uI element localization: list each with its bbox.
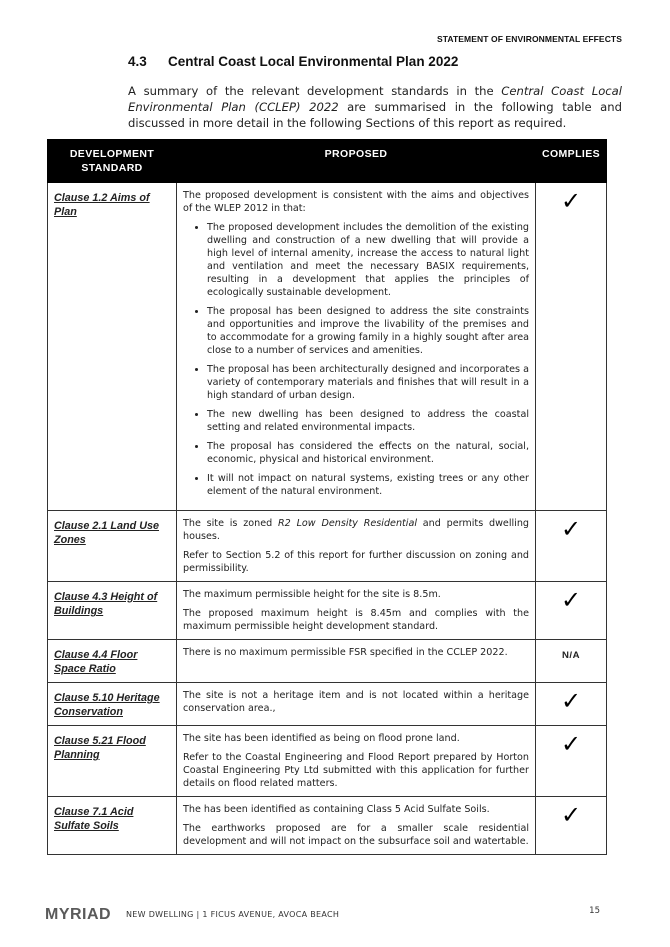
checkmark-icon: ✓ bbox=[560, 801, 582, 829]
list-item: • The proposal has been designed to address the site constraints and opportunities and improve the livability of the premises and to accommodate for a growing family in a highly sought after area close to a number of services and amenities. bbox=[207, 305, 529, 357]
proposed-text-start: The site is zoned bbox=[183, 518, 279, 529]
intro-text-start: A summary of the relevant development standards in the bbox=[128, 84, 502, 98]
proposed-cell bbox=[177, 640, 536, 683]
proposed-text: The site has been identified as being on flood prone land. bbox=[183, 733, 460, 744]
proposed-text: The site is not a heritage item and is not located within a heritage conservation area., bbox=[183, 690, 529, 714]
proposed-cell bbox=[177, 582, 536, 640]
table-row bbox=[48, 683, 607, 726]
section-heading bbox=[128, 54, 458, 69]
intro-text-plan-name: Central Coast Local Environmental Plan (CCLEP) 2022 bbox=[128, 84, 622, 114]
zone-name: R2 Low Density Residential bbox=[278, 518, 417, 529]
complies-cell bbox=[536, 797, 607, 855]
list-item: • The proposal has considered the effects on the natural, social, economic, physical and historical environment. bbox=[207, 440, 529, 466]
complies-cell bbox=[536, 183, 607, 511]
table-row bbox=[48, 582, 607, 640]
proposed-cell bbox=[177, 726, 536, 797]
standard-cell: Clause 5.10 Heritage Conservation bbox=[48, 683, 177, 726]
proposed-text: The proposed maximum height is 8.45m and complies with the maximum permissible height development standard. bbox=[183, 608, 529, 632]
proposed-text bbox=[183, 517, 529, 543]
complies-cell bbox=[536, 640, 607, 683]
proposed-text: Refer to the Coastal Engineering and Flood Report prepared by Horton Coastal Engineering Pty Ltd submitted with this application for further details on flood related matters. bbox=[183, 752, 529, 789]
checkmark-icon: ✓ bbox=[560, 187, 582, 215]
standard-cell: Clause 4.4 Floor Space Ratio bbox=[48, 640, 177, 683]
list-item: • It will not impact on natural systems, existing trees or any other element of the natural environment. bbox=[207, 472, 529, 498]
table-row bbox=[48, 183, 607, 511]
proposed-text: Refer to Section 5.2 of this report for further discussion on zoning and permissibility. bbox=[183, 550, 529, 574]
proposed-cell bbox=[177, 683, 536, 726]
development-standards-table bbox=[47, 139, 607, 855]
checkmark-icon: ✓ bbox=[560, 515, 582, 543]
company-logo: MYRIAD bbox=[45, 906, 112, 923]
not-applicable-label: N/A bbox=[561, 650, 581, 661]
list-item: • The proposal has been architecturally designed and incorporates a variety of contemporary materials and finishes that will result in a high standard of urban design. bbox=[207, 363, 529, 402]
section-number: 4.3 bbox=[128, 54, 147, 69]
standard-cell: Clause 7.1 Acid Sulfate Soils bbox=[48, 797, 177, 855]
header-complies: COMPLIES bbox=[536, 140, 607, 183]
standard-cell: Clause 1.2 Aims of Plan bbox=[48, 183, 177, 511]
list-item: • The new dwelling has been designed to address the coastal setting and related environmental impacts. bbox=[207, 408, 529, 434]
proposed-cell bbox=[177, 797, 536, 855]
proposed-cell bbox=[177, 511, 536, 582]
table-row bbox=[48, 797, 607, 855]
section-title: Central Coast Local Environmental Plan 2022 bbox=[168, 54, 459, 69]
checkmark-icon: ✓ bbox=[560, 730, 582, 758]
footer-project-text: NEW DWELLING | 1 FICUS AVENUE, AVOCA BEACH bbox=[126, 910, 340, 919]
proposed-text: The maximum permissible height for the site is 8.5m. bbox=[183, 589, 441, 600]
complies-cell bbox=[536, 726, 607, 797]
intro-paragraph bbox=[128, 83, 622, 131]
standard-cell: Clause 4.3 Height of Buildings bbox=[48, 582, 177, 640]
document-header: STATEMENT OF ENVIRONMENTAL EFFECTS bbox=[436, 34, 622, 44]
standard-cell: Clause 5.21 Flood Planning bbox=[48, 726, 177, 797]
proposed-text: The has been identified as containing Class 5 Acid Sulfate Soils. bbox=[183, 804, 490, 815]
aims-bullet-list bbox=[183, 221, 529, 498]
proposed-cell bbox=[177, 183, 536, 511]
table-row bbox=[48, 640, 607, 683]
checkmark-icon: ✓ bbox=[560, 687, 582, 715]
page-number: 15 bbox=[589, 906, 600, 916]
standard-cell: Clause 2.1 Land Use Zones bbox=[48, 511, 177, 582]
proposed-text-end: and permits dwelling houses. bbox=[183, 518, 529, 542]
intro-text-end: are summarised in the following table and discussed in more detail in the following Sections of this report as required. bbox=[128, 100, 622, 130]
table-row bbox=[48, 511, 607, 582]
proposed-text: There is no maximum permissible FSR specified in the CCLEP 2022. bbox=[183, 647, 508, 658]
header-development-standard: DEVELOPMENT STANDARD bbox=[48, 140, 177, 183]
complies-cell bbox=[536, 582, 607, 640]
table-row bbox=[48, 726, 607, 797]
proposed-text: The proposed development is consistent with the aims and objectives of the WLEP 2012 in that: bbox=[183, 190, 529, 214]
table-header-row bbox=[48, 140, 607, 183]
proposed-text: The earthworks proposed are for a smaller scale residential development and will not impact on the subsurface soil and watertable. bbox=[183, 823, 529, 847]
complies-cell bbox=[536, 683, 607, 726]
checkmark-icon: ✓ bbox=[560, 586, 582, 614]
complies-cell bbox=[536, 511, 607, 582]
list-item: • The proposed development includes the demolition of the existing dwelling and construction of a new dwelling that will provide a high level of internal amenity, increase the access to natural light and ventilation and meet the necessary BASIX requirements, resulting in a development that applies the principles of ecologically sustainable development. bbox=[207, 221, 529, 299]
header-proposed: PROPOSED bbox=[177, 140, 536, 183]
